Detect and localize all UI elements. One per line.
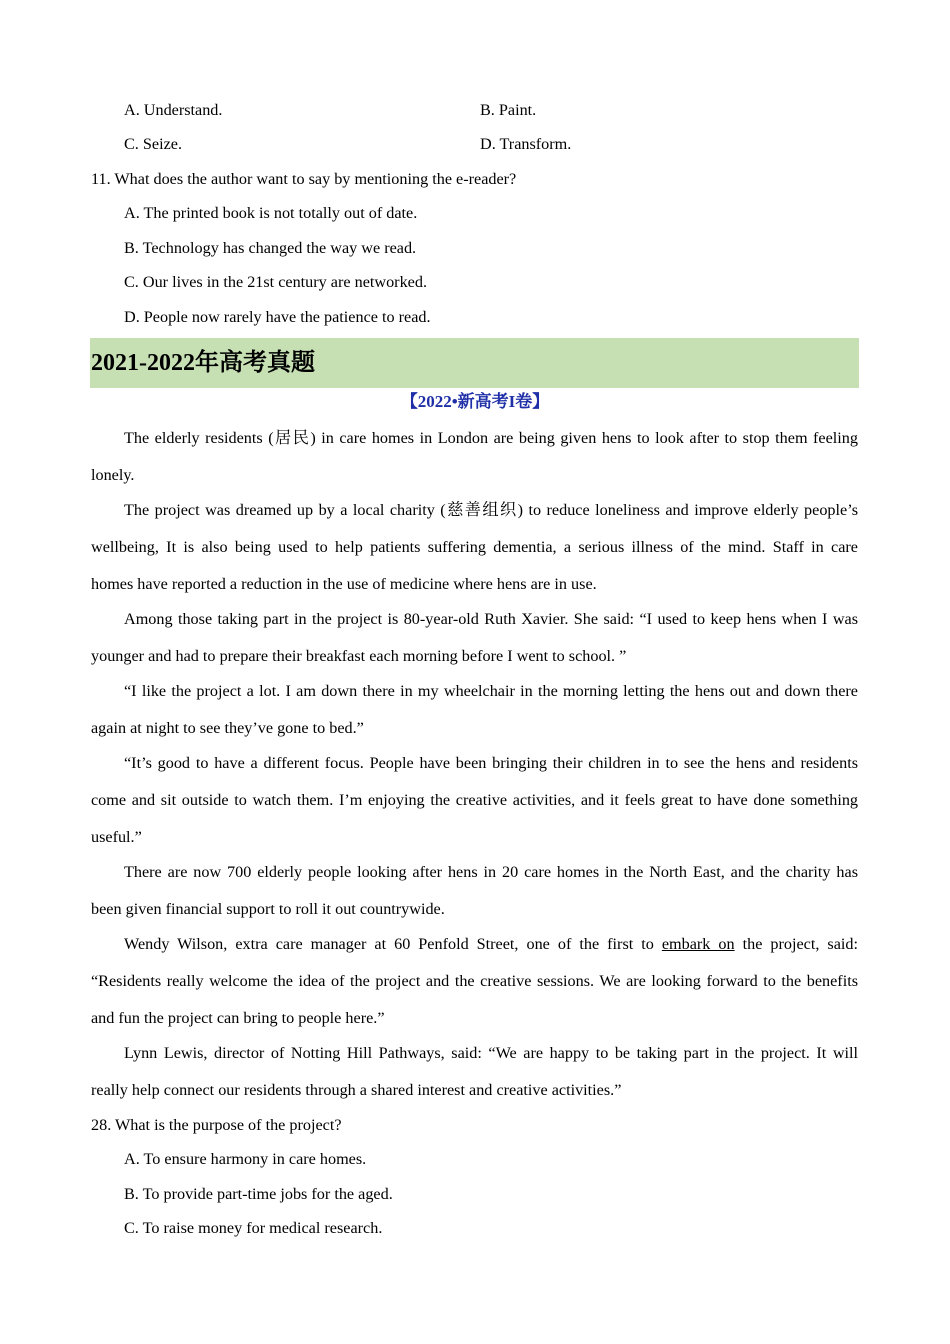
- passage-line: Among those taking part in the project is 80-year-old Ruth Xavier. She said: “I used to keep hens when I was: [124, 610, 858, 628]
- passage-line: homes have reported a reduction in the use of medicine where hens are in use.: [91, 575, 597, 593]
- passage-line: and fun the project can bring to people here.”: [91, 1009, 385, 1027]
- passage-line: useful.”: [91, 828, 142, 846]
- q28-option-a: A. To ensure harmony in care homes.: [124, 1150, 367, 1168]
- q11-option-d: D. People now rarely have the patience to read.: [124, 308, 431, 326]
- passage-line-with-underline: [124, 934, 858, 954]
- q11-option-c: C. Our lives in the 21st century are networked.: [124, 273, 427, 291]
- passage-text: Wendy Wilson, extra care manager at 60 Penfold Street, one of the first to: [124, 935, 654, 953]
- q28-option-b: B. To provide part-time jobs for the aged.: [124, 1185, 393, 1203]
- q28-option-c: C. To raise money for medical research.: [124, 1219, 383, 1237]
- passage-line: wellbeing, It is also being used to help patients suffering dementia, a serious illness of the mind. Staff in care: [91, 538, 858, 556]
- q28-stem: 28. What is the purpose of the project?: [91, 1116, 342, 1134]
- passage-line: lonely.: [91, 466, 135, 484]
- passage-line: “I like the project a lot. I am down there in my wheelchair in the morning letting the hens out and down there: [124, 682, 858, 700]
- q11-option-b: B. Technology has changed the way we read.: [124, 239, 417, 257]
- exam-source-label: 【2022•新高考I卷】: [400, 392, 550, 411]
- passage-line: “It’s good to have a different focus. People have been bringing their children in to see the hens and residents: [124, 754, 858, 772]
- passage-line: The project was dreamed up by a local charity (慈善组织) to reduce loneliness and improve elderly people’s: [124, 501, 858, 519]
- section-title: 2021-2022年高考真题: [91, 350, 315, 376]
- q10-option-b: B. Paint.: [480, 101, 537, 119]
- passage-line: really help connect our residents through a shared interest and creative activities.”: [91, 1081, 622, 1099]
- passage-line: The elderly residents (居民) in care homes in London are being given hens to look after to stop them feeling: [124, 429, 858, 447]
- underlined-phrase: embark on: [661, 935, 735, 953]
- q11-stem: 11. What does the author want to say by mentioning the e-reader?: [91, 170, 517, 188]
- q10-option-c: C. Seize.: [124, 135, 182, 153]
- passage-line: “Residents really welcome the idea of the project and the creative sessions. We are looking forward to the benefits: [91, 972, 858, 990]
- q10-option-a: A. Understand.: [124, 101, 223, 119]
- passage-line: younger and had to prepare their breakfast each morning before I went to school. ”: [91, 647, 627, 665]
- passage-line: come and sit outside to watch them. I’m enjoying the creative activities, and it feels great to have done something: [91, 791, 858, 809]
- q10-option-d: D. Transform.: [480, 135, 572, 153]
- passage-line: been given financial support to roll it out countrywide.: [91, 900, 445, 918]
- q11-option-a: A. The printed book is not totally out of date.: [124, 204, 418, 222]
- passage-line: Lynn Lewis, director of Notting Hill Pathways, said: “We are happy to be taking part in the project. It will: [124, 1044, 858, 1062]
- passage-line: again at night to see they’ve gone to bed.”: [91, 719, 364, 737]
- passage-text: the project, said:: [742, 935, 858, 953]
- passage-line: There are now 700 elderly people looking after hens in 20 care homes in the North East, and the charity has: [124, 863, 858, 881]
- section-banner: [90, 338, 859, 388]
